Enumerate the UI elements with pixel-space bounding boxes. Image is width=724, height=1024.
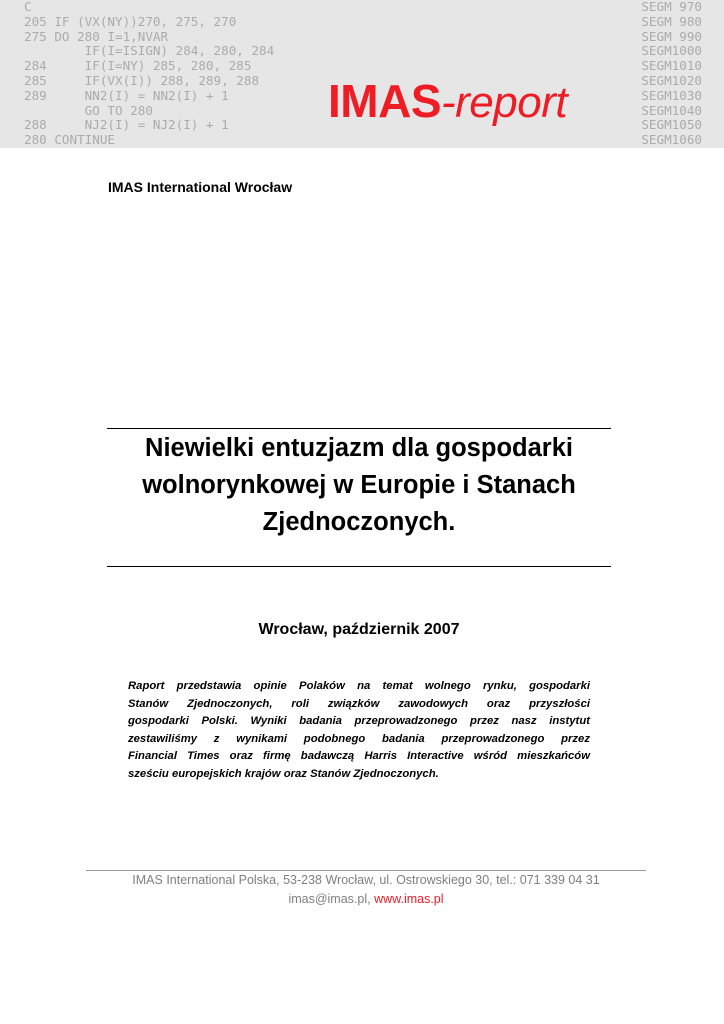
- segment-label: SEGM1000: [641, 43, 702, 59]
- segment-label: SEGM 970: [641, 0, 702, 14]
- code-line: 275 DO 280 I=1,NVAR: [24, 28, 169, 44]
- segment-label: SEGM1060: [641, 132, 702, 148]
- abstract-line: gospodarki Polski. Wyniki badania przeprowadzonego przez nasz instytut: [128, 715, 590, 727]
- abstract: [128, 678, 590, 783]
- code-line: 280 CONTINUE: [24, 132, 115, 148]
- code-line: C: [24, 0, 32, 14]
- code-line: 205 IF (VX(NY))270, 275, 270: [24, 13, 237, 29]
- segment-label: SEGM1010: [641, 58, 702, 74]
- organization-name: IMAS International Wrocław: [108, 179, 293, 195]
- imas-report-logo: [328, 75, 568, 127]
- code-line: 289 NN2(I) = NN2(I) + 1: [24, 87, 229, 103]
- abstract-line: sześciu europejskich krajów oraz Stanów Zjednoczonych.: [128, 767, 439, 780]
- footer-rule: [86, 870, 646, 871]
- segment-label: SEGM 980: [641, 13, 702, 29]
- dateline: Wrocław, październik 2007: [258, 621, 460, 638]
- code-line: IF(I=ISIGN) 284, 280, 284: [24, 43, 275, 59]
- segment-label: SEGM1030: [641, 87, 702, 103]
- footer-website-link[interactable]: www.imas.pl: [374, 892, 444, 906]
- logo-sub-text: -report: [441, 78, 568, 127]
- segment-label: SEGM1050: [641, 117, 702, 133]
- segment-label: SEGM 990: [641, 28, 702, 44]
- code-line: 288 NJ2(I) = NJ2(I) + 1: [24, 117, 229, 133]
- segment-label: SEGM1040: [641, 102, 702, 118]
- code-line: GO TO 280: [24, 102, 153, 118]
- abstract-line: zestawiliśmy z wynikami podobnego badania przeprowadzonego przez: [128, 732, 590, 745]
- code-listing-right: [641, 0, 702, 148]
- logo-main-text: IMAS: [328, 75, 441, 127]
- segment-label: SEGM1020: [641, 72, 702, 88]
- footer-email[interactable]: imas@imas.pl,: [288, 892, 371, 906]
- abstract-line: Raport przedstawia opinie Polaków na temat wolnego rynku, gospodarki: [128, 680, 590, 692]
- footer-contact: [86, 892, 646, 906]
- abstract-line: Financial Times oraz firmę badawczą Harris Interactive wśród mieszkańców: [128, 750, 590, 762]
- title-line: wolnorynkowej w Europie i Stanach: [142, 471, 576, 499]
- abstract-line: Stanów Zjednoczonych, roli związków zawodowych oraz przyszłości: [128, 697, 590, 710]
- title-bottom-rule: [107, 566, 611, 567]
- title-top-rule: [107, 428, 611, 429]
- code-line: 285 IF(VX(I)) 288, 289, 288: [24, 72, 260, 88]
- code-line: 284 IF(I=NY) 285, 280, 285: [24, 58, 252, 74]
- report-title: [107, 430, 611, 541]
- header-banner: [0, 0, 724, 148]
- footer-address: IMAS International Polska, 53-238 Wrocław, ul. Ostrowskiego 30, tel.: 071 339 04 31: [132, 873, 600, 887]
- code-listing-left: [24, 0, 274, 148]
- title-line: Zjednoczonych.: [262, 508, 456, 536]
- title-line: Niewielki entuzjazm dla gospodarki: [145, 434, 573, 462]
